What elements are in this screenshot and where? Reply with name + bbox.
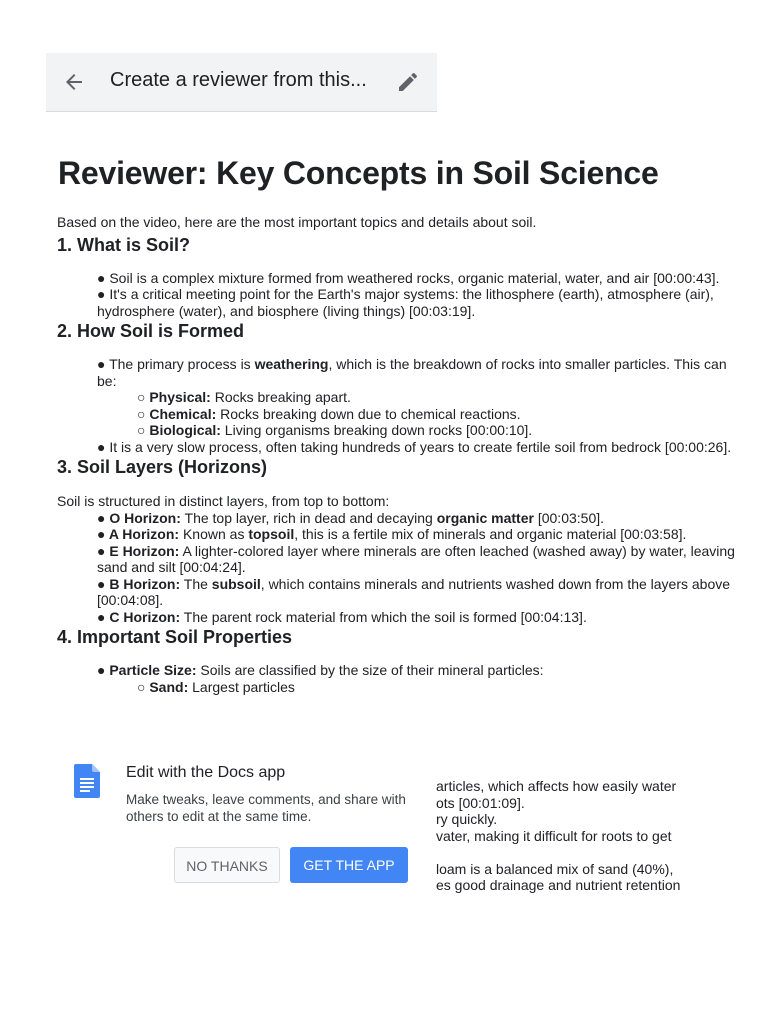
document-content bbox=[57, 150, 737, 695]
toolbar-title: Create a reviewer from this... bbox=[110, 69, 367, 91]
docs-app-promo bbox=[46, 744, 436, 894]
obscured-text-fragments bbox=[436, 778, 680, 894]
section-heading-soil-layers: 3. Soil Layers (Horizons) bbox=[57, 457, 268, 477]
spacer bbox=[57, 257, 737, 270]
document-title: Reviewer: Key Concepts in Soil Science bbox=[58, 155, 659, 191]
list-item: ● E Horizon: A lighter-colored layer where minerals are often leached (washed away) by water, leaving sand and silt [00:04:24]. bbox=[97, 542, 735, 575]
list-item: ● It's a critical meeting point for the Earth's major systems: the lithosphere (earth), atmosphere (air), hydrosphere (water), and biosphere (living things) [00:03:19]. bbox=[97, 286, 714, 319]
list-item: ● B Horizon: The subsoil, which contains minerals and nutrients washed down from the layers above [00:04:08]. bbox=[97, 575, 731, 608]
section-heading-soil-properties: 4. Important Soil Properties bbox=[57, 627, 293, 647]
list-item: ● C Horizon: The parent rock material from which the soil is formed [00:04:13]. bbox=[97, 608, 587, 625]
section-heading-what-is-soil: 1. What is Soil? bbox=[57, 234, 191, 255]
text-fragment: articles, which affects how easily water bbox=[436, 778, 677, 794]
list-item: ● A Horizon: Known as topsoil, this is a fertile mix of minerals and organic material [00:03:58]. bbox=[97, 526, 687, 542]
text-fragment: loam is a balanced mix of sand (40%), bbox=[436, 860, 674, 877]
intro-paragraph: Based on the video, here are the most important topics and details about soil. bbox=[57, 214, 537, 230]
no-thanks-button[interactable]: NO THANKS bbox=[174, 847, 280, 883]
promo-description: Make tweaks, leave comments, and share with others to edit at the same time. bbox=[126, 792, 406, 824]
list-subitem: ○ Physical: Rocks breaking apart. bbox=[137, 389, 351, 405]
promo-title: Edit with the Docs app bbox=[126, 764, 286, 781]
list-item: ● Soil is a complex mixture formed from weathered rocks, organic material, water, and air [00:00:43]. bbox=[97, 269, 720, 286]
text-fragment: es good drainage and nutrient retention bbox=[436, 877, 681, 893]
spacer bbox=[57, 649, 737, 662]
google-docs-icon bbox=[74, 764, 100, 798]
text-fragment: ots [00:01:09]. bbox=[436, 794, 525, 811]
get-the-app-button[interactable]: GET THE APP bbox=[290, 847, 408, 883]
list-item: ● The primary process is weathering, which is the breakdown of rocks into smaller particles. This can be: bbox=[97, 356, 727, 389]
spacer bbox=[57, 343, 737, 356]
section-intro: Soil is structured in distinct layers, from top to bottom: bbox=[57, 493, 390, 509]
text-fragment: ry quickly. bbox=[436, 811, 498, 827]
list-item: ● O Horizon: The top layer, rich in dead and decaying organic matter [00:03:50]. bbox=[97, 509, 605, 526]
list-item: ● It is a very slow process, often taking hundreds of years to create fertile soil from bedrock [00:00:26]. bbox=[97, 438, 732, 455]
section-heading-how-soil-formed: 2. How Soil is Formed bbox=[57, 321, 245, 341]
list-subitem: ○ Sand: Largest particles bbox=[137, 678, 295, 695]
spacer bbox=[57, 479, 737, 493]
list-subitem: ○ Biological: Living organisms breaking down rocks [00:00:10]. bbox=[137, 422, 533, 438]
text-fragment: vater, making it difficult for roots to get bbox=[436, 827, 672, 844]
list-subitem: ○ Chemical: Rocks breaking down due to chemical reactions. bbox=[137, 405, 521, 422]
list-item: ● Particle Size: Soils are classified by the size of their mineral particles: bbox=[97, 662, 544, 678]
text-fragment bbox=[436, 844, 680, 861]
